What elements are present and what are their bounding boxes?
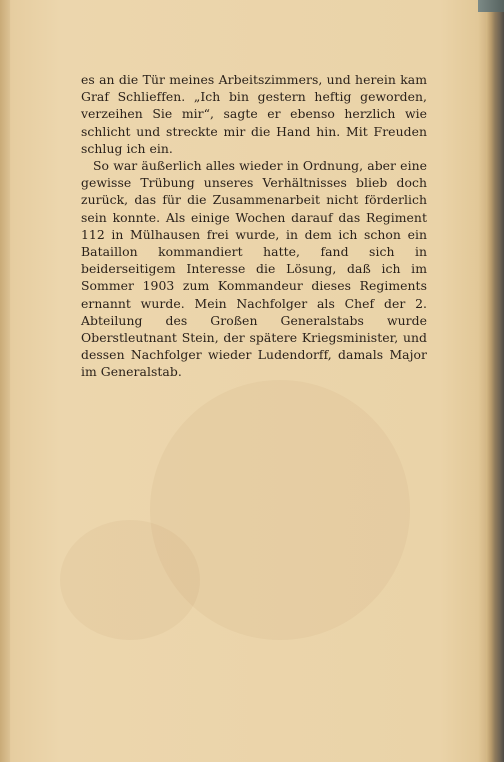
- corner-tab: [478, 0, 504, 12]
- page-text: [81, 71, 427, 381]
- paragraph-2: So war äußerlich alles wieder in Ordnung, aber eine gewisse Trübung unseres Verhältnisses blieb doch zurück, das für die Zusammenarbeit nicht förderlich sein konnte. Als einige Wochen darauf das Regiment 112 in Mülhausen frei wurde, in dem ich schon ein Bataillon kommandiert hatte, fand sich in beiderseitigem Interesse die Lösung, daß ich im Sommer 1903 zum Kommandeur dieses Regiments ernannt wurde. Mein Nachfolger als Chef der 2. Abteilung des Großen Generalstabs wurde Oberstleutnant Stein, der spätere Kriegsminister, und dessen Nachfolger wieder Ludendorff, damals Major im Generalstab.: [81, 158, 427, 380]
- book-spine-edge: [486, 0, 504, 762]
- page-left-edge: [0, 0, 10, 762]
- paragraph-1: es an die Tür meines Arbeitszimmers, und herein kam Graf Schlieffen. „Ich bin gestern heftig geworden, verzeihen Sie mir“, sagte er ebenso herzlich wie schlicht und streckte mir die Hand hin. Mit Freuden schlug ich ein.: [81, 72, 427, 156]
